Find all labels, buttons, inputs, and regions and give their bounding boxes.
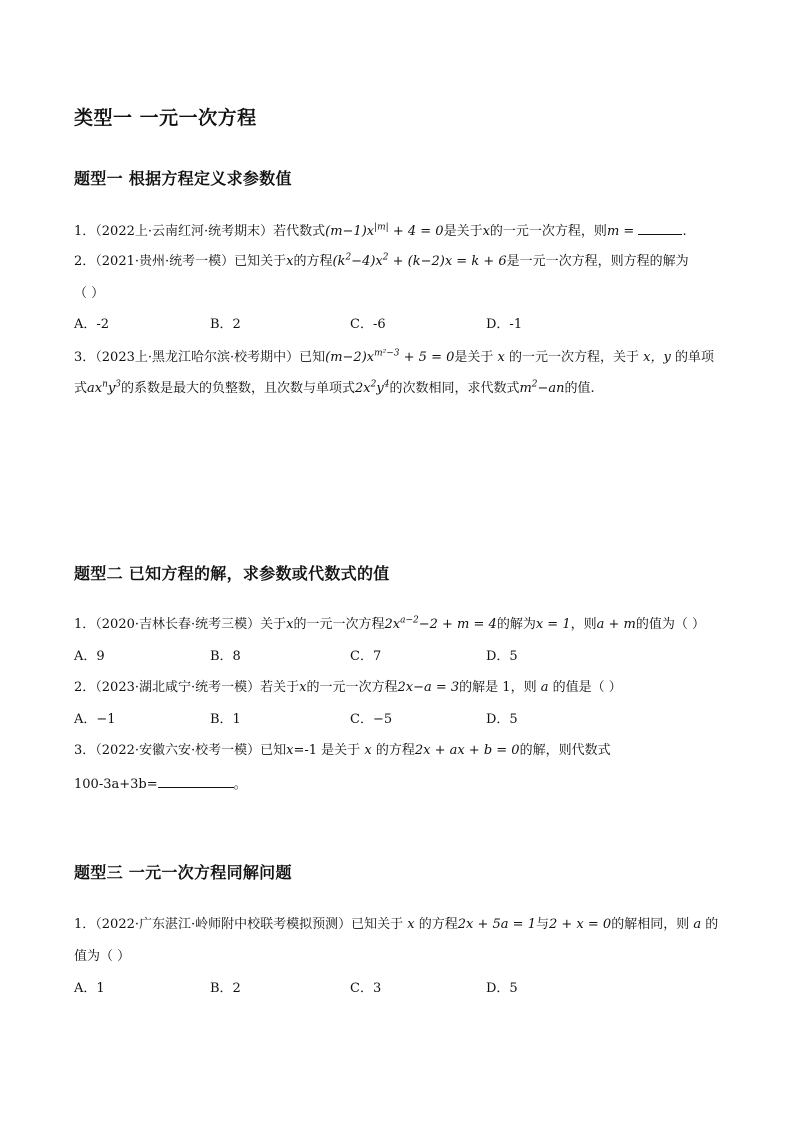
- question-2-1-options: [74, 648, 734, 666]
- question-1-1: 1．（2022上·云南红河·统考期末）若代数式$(m-1)x^{|m|} + 4 = 0$是关于x的一元一次方程，则m = .: [74, 222, 687, 239]
- option-c[interactable]: C．-6: [350, 317, 386, 332]
- option-a[interactable]: A．9: [74, 649, 105, 664]
- type-heading: 类型一 一元一次方程: [74, 107, 257, 129]
- question-3-1-line2: 值为（ ）: [74, 949, 131, 964]
- option-b[interactable]: B．1: [210, 712, 241, 727]
- question-2-2-options: [74, 711, 734, 729]
- question-2-3-line2: 100-3a+3b= 。: [74, 777, 247, 792]
- question-2-3: 3．（2022·安徽六安·校考一模）已知x=‑1 是关于 x 的方程2x + ax + b = 0的解，则代数式: [74, 743, 611, 758]
- question-1-3: 3．（2023上·黑龙江哈尔滨·校考期中）已知$(m-2)x^{m^2-3} + 5 = 0$是关于 x 的一元一次方程，关于 x，y 的单项: [74, 348, 715, 365]
- option-b[interactable]: B．2: [210, 981, 241, 996]
- question-2-2: 2．（2023·湖北咸宁·统考一模）若关于x的一元一次方程2x−a = 3的解是 1，则 a 的值是（ ）: [74, 680, 622, 695]
- question-1-2: 2．（2021·贵州·统考一模）已知关于x的方程$(k^2-4)x^2 + (k-2)x = k + 6$是一元一次方程，则方程的解为: [74, 252, 689, 269]
- option-a[interactable]: A．−1: [74, 712, 116, 727]
- option-c[interactable]: C．7: [350, 649, 382, 664]
- option-d[interactable]: D．5: [486, 712, 518, 727]
- section-heading-3: 题型三 一元一次方程同解问题: [74, 863, 292, 882]
- option-c[interactable]: C．−5: [350, 712, 393, 727]
- question-2-1: 1．（2020·吉林长春·统考三模）关于x的一元一次方程$2x^{a-2}-2 + m = 4$的解为x = 1，则a + m的值为（ ）: [74, 615, 705, 632]
- section-heading-2: 题型二 已知方程的解，求参数或代数式的值: [74, 564, 390, 583]
- option-a[interactable]: A．1: [74, 981, 105, 996]
- option-d[interactable]: D．5: [486, 981, 518, 996]
- option-d[interactable]: D．-1: [486, 317, 523, 332]
- option-b[interactable]: B．8: [210, 649, 241, 664]
- option-c[interactable]: C．3: [350, 981, 382, 996]
- question-1-2-options: [74, 316, 734, 334]
- question-3-1-options: [74, 980, 734, 998]
- section-heading-1: 题型一 根据方程定义求参数值: [74, 169, 292, 188]
- option-b[interactable]: B．2: [210, 317, 241, 332]
- option-d[interactable]: D．5: [486, 649, 518, 664]
- option-a[interactable]: A．-2: [74, 317, 110, 332]
- question-3-1: 1．（2022·广东湛江·岭师附中校联考模拟预测）已知关于 x 的方程2x + 5a = 1与2 + x = 0的解相同，则 a 的: [74, 917, 719, 932]
- question-1-2-paren: （ ）: [74, 286, 105, 301]
- question-1-3-line2: 式$ax^ny^3$的系数是最大的负整数，且次数与单项式$2x^2y^4$的次数相同，求代数式$m^2-an$的值.: [74, 379, 595, 396]
